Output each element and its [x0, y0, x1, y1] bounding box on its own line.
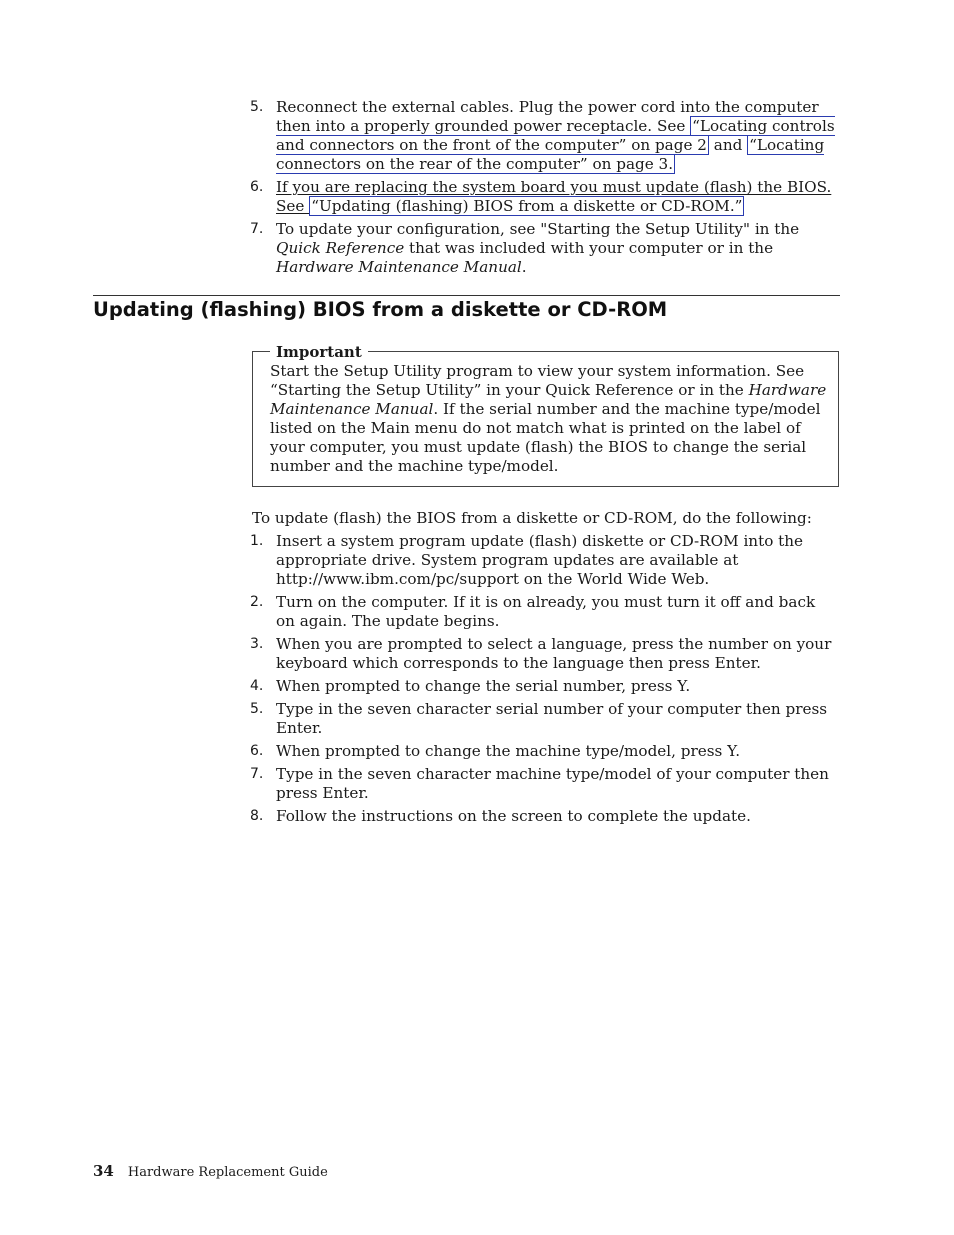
section-rule	[93, 295, 840, 296]
link-updating-bios[interactable]: “Updating (flashing) BIOS from a diskette or CD-ROM.”	[311, 197, 743, 215]
top-numbered-list	[0, 98, 836, 281]
list-number: 5.	[250, 99, 264, 115]
step-item	[0, 635, 836, 673]
list-number: 6.	[250, 179, 264, 195]
page-number: 34	[93, 1162, 114, 1180]
step-text: Turn on the computer. If it is on already, you must turn it off and back on again. The update begins.	[276, 593, 816, 630]
section-heading: Updating (flashing) BIOS from a diskette or CD-ROM	[93, 298, 668, 321]
item-text: and	[708, 136, 748, 154]
list-number: 7.	[250, 221, 264, 237]
step-number: 5.	[250, 701, 264, 717]
book-title-hmm: Hardware Maintenance Manual	[270, 381, 827, 418]
book-title-quick-reference: Quick Reference	[276, 239, 405, 257]
list-item	[0, 220, 836, 277]
step-text: When you are prompted to select a language, press the number on your keyboard which corresponds to the language then press Enter.	[276, 635, 832, 672]
step-text: When prompted to change the serial number, press Y.	[276, 677, 691, 695]
item-text: Reconnect the external cables. Plug the power cord into the computer then into a properly grounded power receptacle. See	[276, 98, 819, 135]
step-item	[0, 593, 836, 631]
page-footer	[93, 1162, 328, 1180]
item-text: that was included with your computer or in the	[404, 239, 774, 257]
step-item	[0, 807, 836, 826]
important-text-part: . If the serial number and the machine type/model listed on the Main menu do not match what is printed on the label of your computer, you must update (flash) the BIOS to change the serial number and the machine type/model.	[270, 400, 821, 475]
step-number: 2.	[250, 594, 264, 610]
item-text: .	[521, 258, 527, 276]
book-title-hmm: Hardware Maintenance Manual	[276, 258, 522, 276]
step-number: 1.	[250, 533, 264, 549]
important-text-part: Start the Setup Utility program to view your system information. See “Starting the Setup Utility” in your Quick Reference or in the	[270, 362, 805, 399]
footer-book-title: Hardware Replacement Guide	[127, 1165, 328, 1180]
step-number: 6.	[250, 743, 264, 759]
step-text: Type in the seven character serial number of your computer then press Enter.	[276, 700, 828, 737]
procedure-intro: To update (flash) the BIOS from a diskette or CD-ROM, do the following:	[252, 509, 812, 527]
link-rear-connectors[interactable]: “Locating connectors on the rear of the computer” on page 3.	[276, 136, 825, 173]
link-front-controls[interactable]: “Locating controls and connectors on the front of the computer” on page 2	[276, 117, 835, 154]
important-text	[270, 362, 830, 476]
item-text: If you are replacing the system board you must update (flash) the BIOS. See	[276, 178, 832, 215]
step-item	[0, 742, 836, 761]
step-item	[0, 765, 836, 803]
list-item	[0, 98, 836, 174]
step-number: 7.	[250, 766, 264, 782]
item-text: To update your configuration, see "Starting the Setup Utility" in the	[276, 220, 800, 238]
step-number: 4.	[250, 678, 264, 694]
list-item	[0, 178, 836, 216]
step-item	[0, 700, 836, 738]
step-number: 8.	[250, 808, 264, 824]
step-text: Follow the instructions on the screen to complete the update.	[276, 807, 751, 825]
step-text: Insert a system program update (flash) diskette or CD-ROM into the appropriate drive. System program updates are available at http://www.ibm.com/pc/support on the World Wide Web.	[276, 532, 804, 588]
step-item	[0, 532, 836, 589]
important-label: Important	[270, 343, 368, 361]
step-text: When prompted to change the machine type/model, press Y.	[276, 742, 741, 760]
step-number: 3.	[250, 636, 264, 652]
procedure-steps	[0, 532, 836, 830]
step-item	[0, 677, 836, 696]
step-text: Type in the seven character machine type/model of your computer then press Enter.	[276, 765, 829, 802]
